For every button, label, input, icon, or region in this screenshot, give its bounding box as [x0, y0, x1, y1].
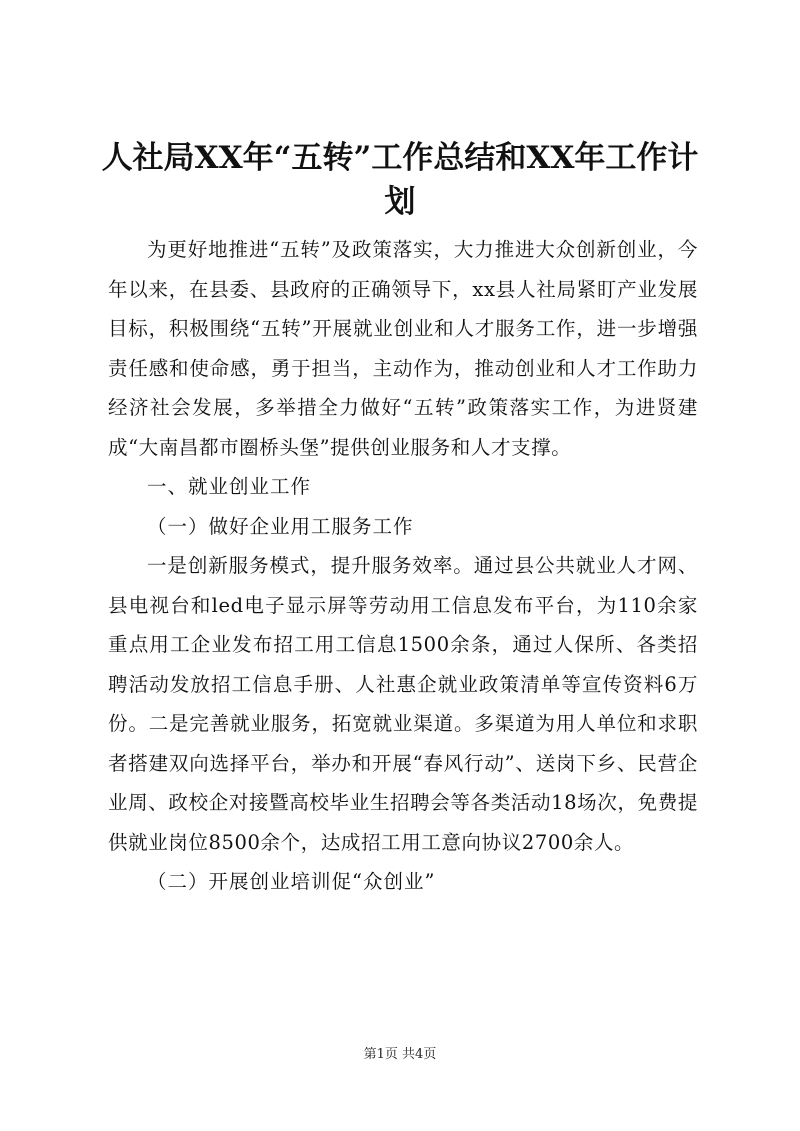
subsection-heading-enterprise-service: （一）做好企业用工服务工作: [147, 514, 414, 538]
document-body: [108, 230, 698, 902]
intro-paragraph: 为更好地推进“五转”及政策落实，大力推进大众创新创业，今年以来，在县委、县政府的正确领导下，xx县人社局紧盯产业发展目标，积极围绕“五转”开展就业创业和人才服务工作，进一步增强责任感和使命感，勇于担当，主动作为，推动创业和人才工作助力经济社会发展，多举措全力做好“五转”政策落实工作，为进贤建成“大南昌都市圈桥头堡”提供创业服务和人才支撑。: [108, 238, 698, 459]
subsection-heading-entrepreneurship-training: （二）开展创业培训促“众创业”: [147, 870, 436, 893]
page-footer: 第1页 共4页: [363, 1047, 437, 1062]
section-heading-employment: 一、就业创业工作: [147, 475, 312, 498]
enterprise-service-paragraph: 一是创新服务模式，提升服务效率。通过县公共就业人才网、县电视台和led电子显示屏等劳动用工信息发布平台，为110余家重点用工企业发布招工用工信息1500余条，通过人保所、各类招聘活动发放招工信息手册、人社惠企就业政策清单等宣传资料6万份。二是完善就业服务，拓宽就业渠道。多渠道为用人单位和求职者搭建双向选择平台，举办和开展“春风行动”、送岗下乡、民营企业周、政校企对接暨高校毕业生招聘会等各类活动18场次，免费提供就业岗位8500余个，达成招工用工意向协议2700余人。: [108, 554, 698, 854]
document-title: 人社局XX年“五转”工作总结和XX年工作计划: [101, 140, 699, 220]
